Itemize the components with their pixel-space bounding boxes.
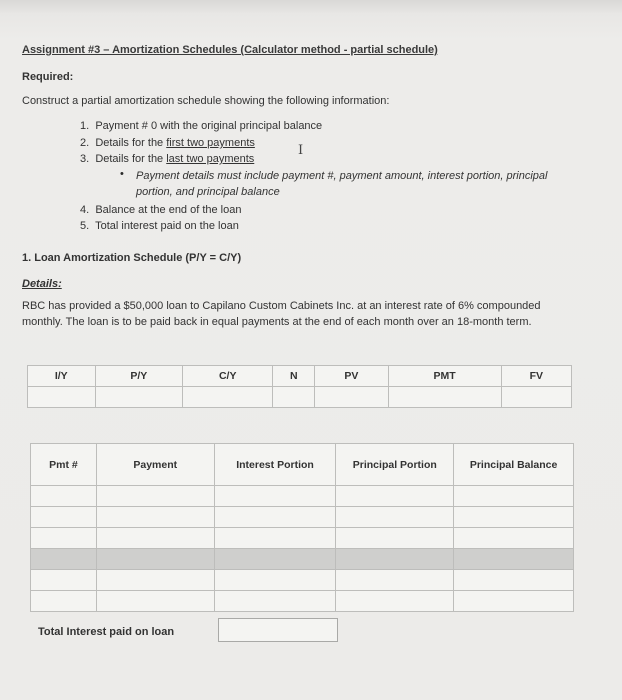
table-cell[interactable] bbox=[31, 528, 97, 549]
table-row[interactable] bbox=[31, 507, 574, 528]
header-iy: I/Y bbox=[28, 366, 96, 387]
list-item bbox=[80, 204, 241, 216]
table-cell[interactable] bbox=[214, 528, 336, 549]
table-cell[interactable] bbox=[454, 570, 574, 591]
list-item bbox=[80, 153, 254, 165]
table-row[interactable] bbox=[31, 570, 574, 591]
list-item-text: Total interest paid on the loan bbox=[95, 220, 239, 232]
section-title: 1. Loan Amortization Schedule (P/Y = C/Y) bbox=[22, 252, 242, 264]
table-cell[interactable] bbox=[214, 486, 336, 507]
header-pv: PV bbox=[315, 366, 388, 387]
header-pmt-number: Pmt # bbox=[31, 444, 97, 486]
header-interest-portion: Interest Portion bbox=[214, 444, 336, 486]
input-cell-n[interactable] bbox=[273, 387, 315, 408]
input-cell-iy[interactable] bbox=[28, 387, 96, 408]
table-cell[interactable] bbox=[96, 570, 214, 591]
table-cell[interactable] bbox=[336, 528, 454, 549]
input-cell-pmt[interactable] bbox=[388, 387, 501, 408]
loan-details: RBC has provided a $50,000 loan to Capilano Custom Cabinets Inc. at an interest rate of 6% compounded monthly. The loan is to be paid back in equal payments at the end of each month over an 18-month term. bbox=[22, 300, 541, 328]
table-cell bbox=[214, 549, 336, 570]
input-cell-fv[interactable] bbox=[501, 387, 571, 408]
header-pmt: PMT bbox=[388, 366, 501, 387]
table-cell[interactable] bbox=[454, 507, 574, 528]
header-cy: C/Y bbox=[183, 366, 273, 387]
list-item-number: 1. bbox=[80, 120, 90, 132]
payment-details-note: Payment details must include payment #, payment amount, interest portion, principal portion, and principal balance bbox=[136, 170, 548, 198]
list-item bbox=[80, 120, 322, 132]
bullet-icon: • bbox=[120, 168, 124, 180]
table-row[interactable] bbox=[31, 528, 574, 549]
amortization-schedule-table bbox=[30, 443, 574, 612]
calculator-inputs-table bbox=[27, 365, 572, 408]
list-item-text: Details for the bbox=[95, 137, 167, 149]
table-cell[interactable] bbox=[31, 591, 97, 612]
table-row[interactable] bbox=[28, 387, 572, 408]
table-header-row bbox=[31, 444, 574, 486]
text-cursor-icon: I bbox=[298, 143, 304, 158]
table-cell[interactable] bbox=[454, 591, 574, 612]
table-cell[interactable] bbox=[96, 528, 214, 549]
header-principal-balance: Principal Balance bbox=[454, 444, 574, 486]
table-cell[interactable] bbox=[336, 591, 454, 612]
table-row-divider bbox=[31, 549, 574, 570]
table-cell[interactable] bbox=[96, 591, 214, 612]
table-row[interactable] bbox=[31, 486, 574, 507]
table-cell[interactable] bbox=[336, 507, 454, 528]
table-row[interactable] bbox=[31, 591, 574, 612]
header-fv: FV bbox=[501, 366, 571, 387]
instructions-intro: Construct a partial amortization schedule showing the following information: bbox=[22, 95, 390, 107]
list-item-number: 5. bbox=[80, 220, 90, 232]
list-item-number: 2. bbox=[80, 137, 90, 149]
table-cell[interactable] bbox=[454, 486, 574, 507]
input-cell-pv[interactable] bbox=[315, 387, 388, 408]
table-cell[interactable] bbox=[31, 570, 97, 591]
required-label: Required: bbox=[22, 71, 74, 83]
table-cell bbox=[31, 549, 97, 570]
list-item-text: Details for the bbox=[95, 153, 167, 165]
input-cell-py[interactable] bbox=[95, 387, 183, 408]
list-item-text: Payment # 0 with the original principal balance bbox=[95, 120, 323, 132]
header-n: N bbox=[273, 366, 315, 387]
table-cell[interactable] bbox=[454, 528, 574, 549]
input-cell-cy[interactable] bbox=[183, 387, 273, 408]
table-cell bbox=[336, 549, 454, 570]
table-cell[interactable] bbox=[31, 507, 97, 528]
header-principal-portion: Principal Portion bbox=[336, 444, 454, 486]
table-header-row bbox=[28, 366, 572, 387]
table-cell bbox=[454, 549, 574, 570]
table-cell[interactable] bbox=[31, 486, 97, 507]
table-cell[interactable] bbox=[96, 486, 214, 507]
assignment-title: Assignment #3 – Amortization Schedules (Calculator method - partial schedule) bbox=[22, 44, 438, 56]
table-cell[interactable] bbox=[214, 507, 336, 528]
table-cell bbox=[96, 549, 214, 570]
table-cell[interactable] bbox=[336, 486, 454, 507]
header-py: P/Y bbox=[95, 366, 183, 387]
list-item-text: Balance at the end of the loan bbox=[95, 204, 242, 216]
list-item-number: 4. bbox=[80, 204, 90, 216]
list-item-number: 3. bbox=[80, 153, 90, 165]
list-item bbox=[80, 220, 239, 232]
total-interest-label: Total Interest paid on loan bbox=[38, 626, 175, 638]
details-label: Details: bbox=[22, 278, 62, 290]
table-cell[interactable] bbox=[336, 570, 454, 591]
table-cell[interactable] bbox=[214, 570, 336, 591]
list-item-emphasis: first two payments bbox=[166, 137, 255, 149]
total-interest-input[interactable] bbox=[218, 618, 338, 642]
header-payment: Payment bbox=[96, 444, 214, 486]
list-item-emphasis: last two payments bbox=[166, 153, 255, 165]
table-cell[interactable] bbox=[96, 507, 214, 528]
table-cell[interactable] bbox=[214, 591, 336, 612]
list-item bbox=[80, 137, 255, 149]
